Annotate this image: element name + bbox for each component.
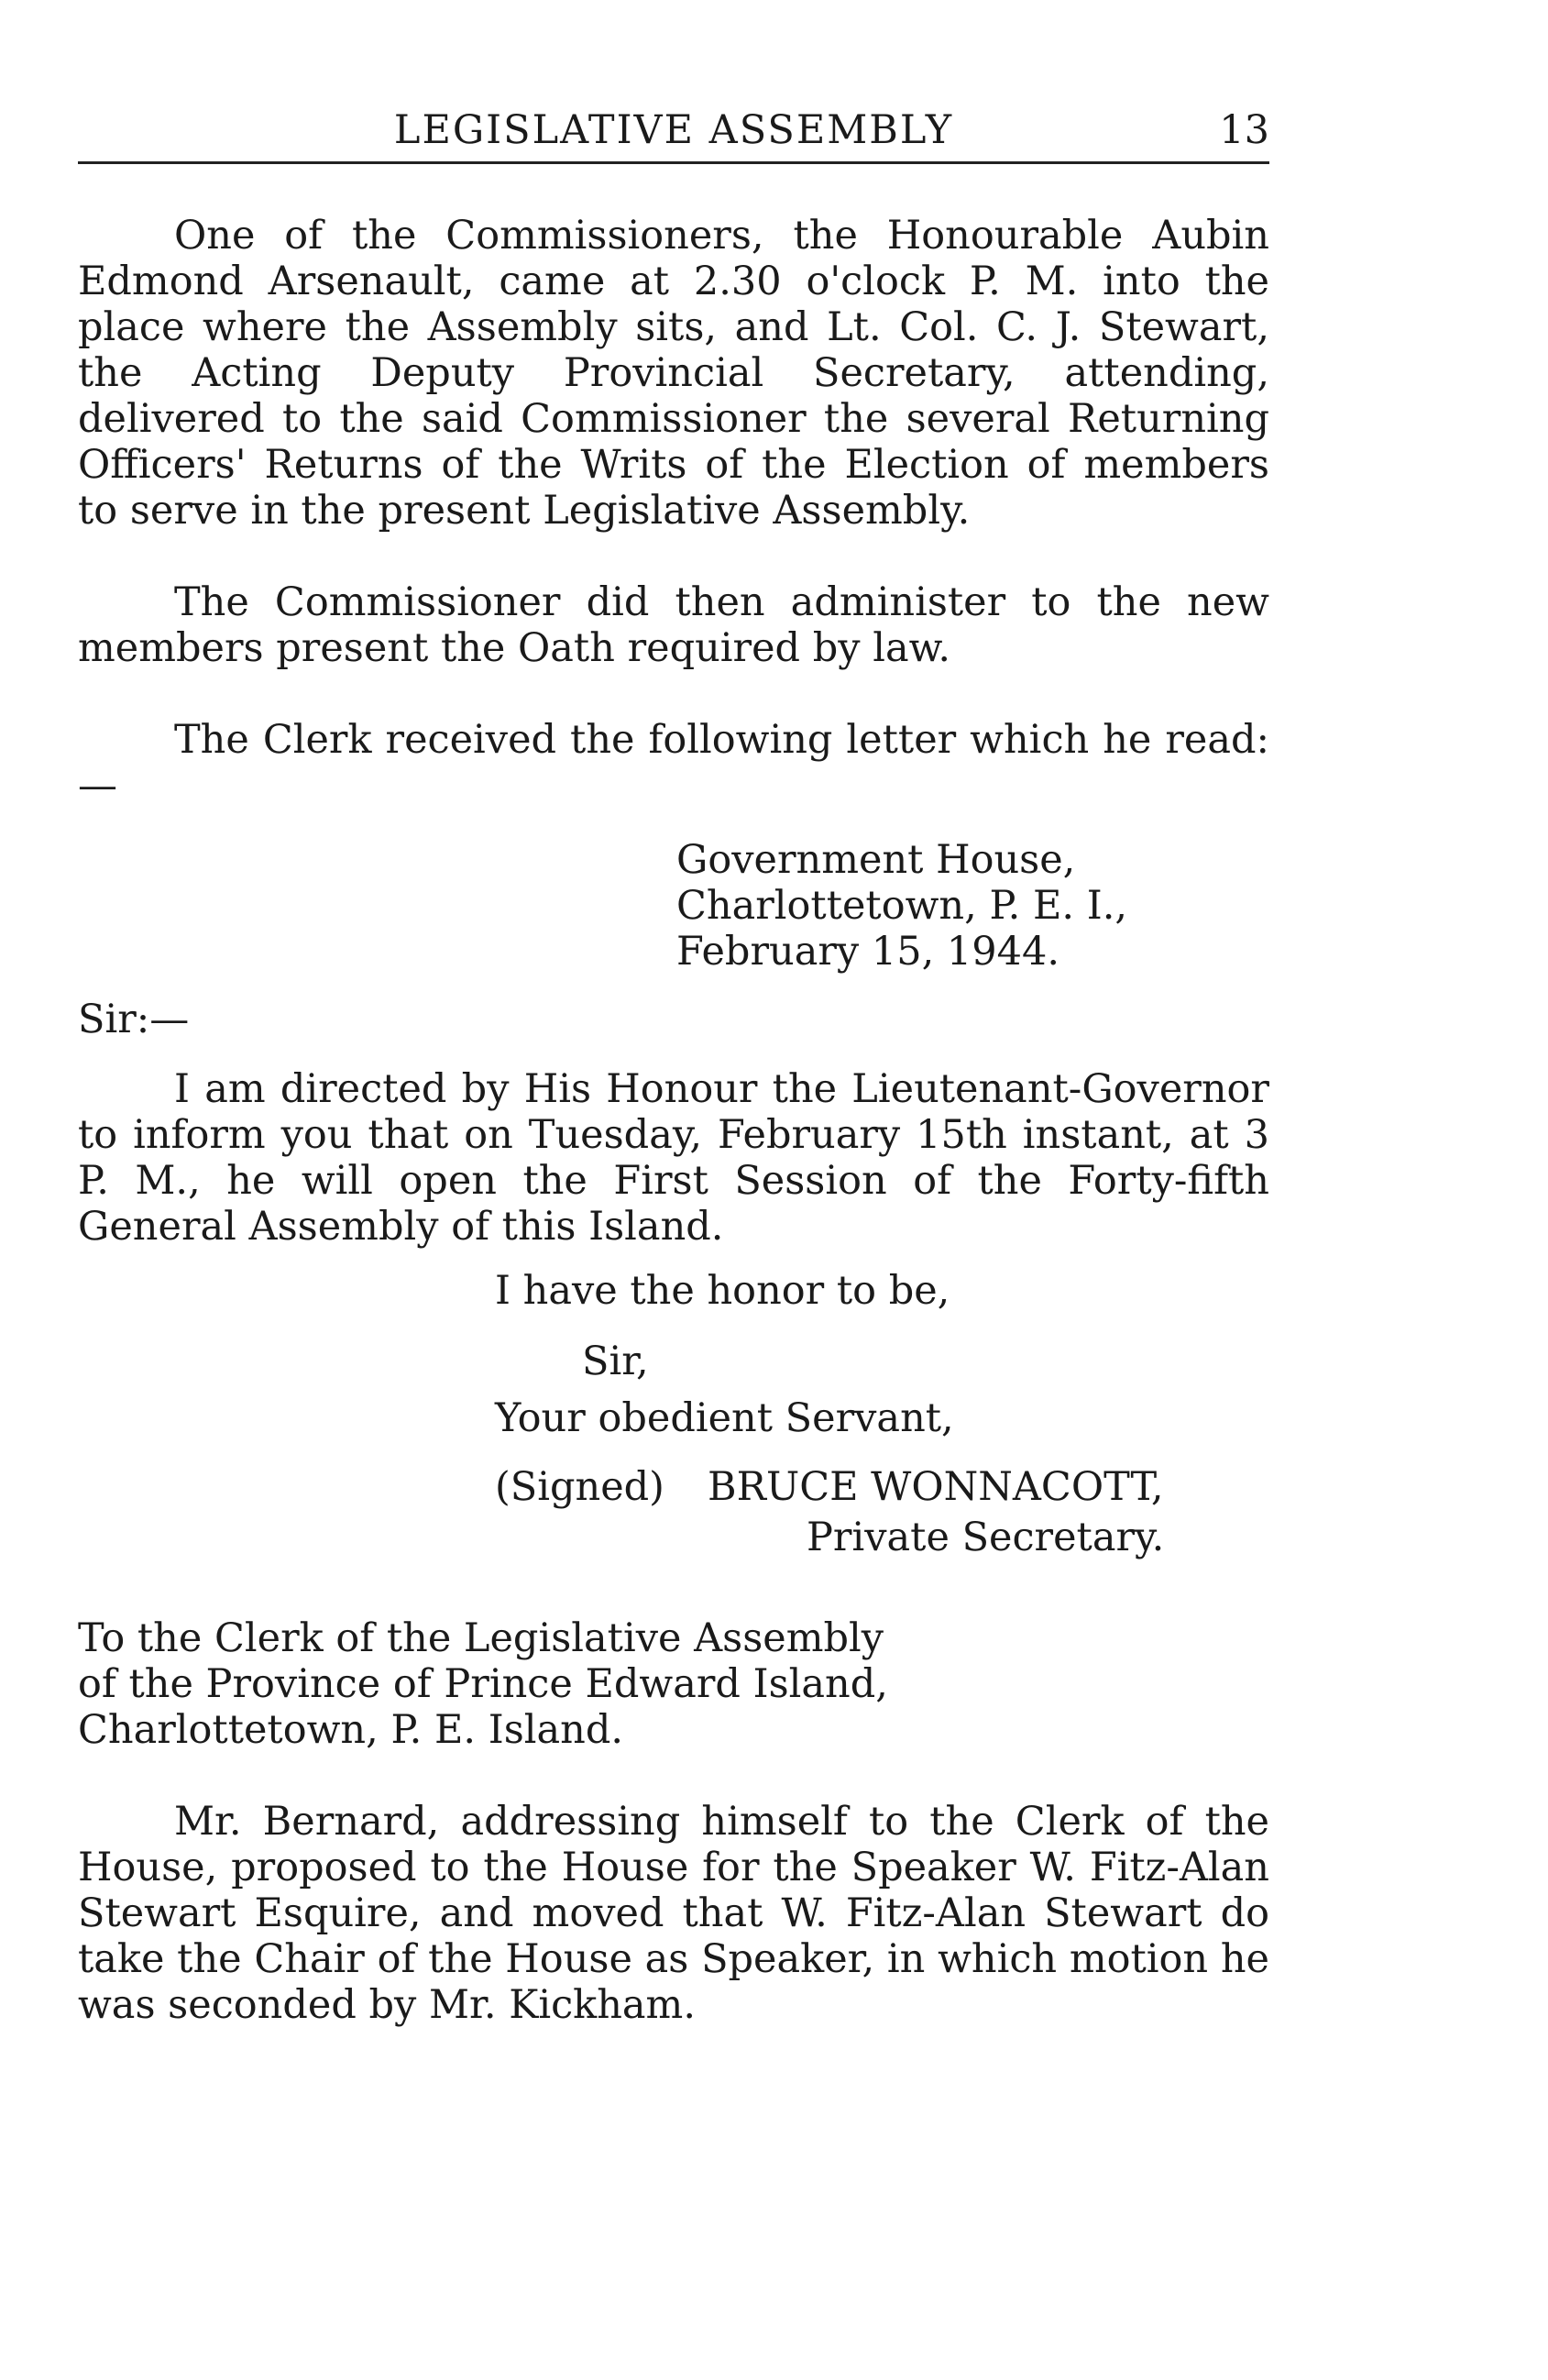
recipient-line-1: To the Clerk of the Legislative Assembly bbox=[78, 1615, 884, 1661]
letter-address bbox=[676, 837, 1127, 975]
signed-label: (Signed) bbox=[495, 1464, 664, 1510]
recipient-line-2: of the Province of Prince Edward Island, bbox=[78, 1661, 888, 1707]
closing-line-1: I have the honor to be, bbox=[495, 1268, 950, 1314]
closing-line-2: Sir, bbox=[582, 1339, 649, 1384]
recipient-line-3: Charlottetown, P. E. Island. bbox=[78, 1707, 624, 1753]
paragraph-oath: The Commissioner did then administer to the new members present the Oath required by law. bbox=[78, 579, 1269, 671]
closing-line-3: Your obedient Servant, bbox=[495, 1395, 954, 1441]
signer-title: Private Secretary. bbox=[807, 1515, 1165, 1560]
running-header bbox=[78, 103, 1269, 158]
paragraph-speaker-motion: Mr. Bernard, addressing himself to the Clerk of the House, proposed to the House for the Speaker W. Fitz-Alan Stewart Esquire, and moved that W. Fitz-Alan Stewart do take the Chair of the House as Speaker, in which motion he was seconded by Mr. Kickham. bbox=[78, 1799, 1269, 2028]
paragraph-clerk-letter: The Clerk received the following letter which he read:— bbox=[78, 717, 1269, 809]
letter-salutation: Sir:— bbox=[78, 997, 190, 1042]
address-line-2: Charlottetown, P. E. I., bbox=[676, 883, 1128, 929]
page-number: 13 bbox=[1219, 107, 1269, 153]
letter-date: February 15, 1944. bbox=[676, 929, 1060, 975]
header-title: LEGISLATIVE ASSEMBLY bbox=[393, 107, 954, 153]
signer-name: BRUCE WONNACOTT, bbox=[708, 1464, 1164, 1510]
paragraph-letter-body: I am directed by His Honour the Lieutenant-Governor to inform you that on Tuesday, February 15th instant, at 3 P. M., he will open the First Session of the Forty-fifth General Assembly of this Island. bbox=[78, 1066, 1269, 1250]
recipient-address bbox=[78, 1615, 888, 1753]
header-rule bbox=[78, 161, 1269, 164]
address-line-1: Government House, bbox=[676, 837, 1076, 883]
paragraph-commissioner-arrival: One of the Commissioners, the Honourable Aubin Edmond Arsenault, came at 2.30 o'clock P. M. into the place where the Assembly sits, and Lt. Col. C. J. Stewart, the Acting Deputy Provincial Secretary, attending, delivered to the said Commissioner the several Returning Officers' Returns of the Writs of the Election of members to serve in the present Legislative Assembly. bbox=[78, 213, 1269, 534]
